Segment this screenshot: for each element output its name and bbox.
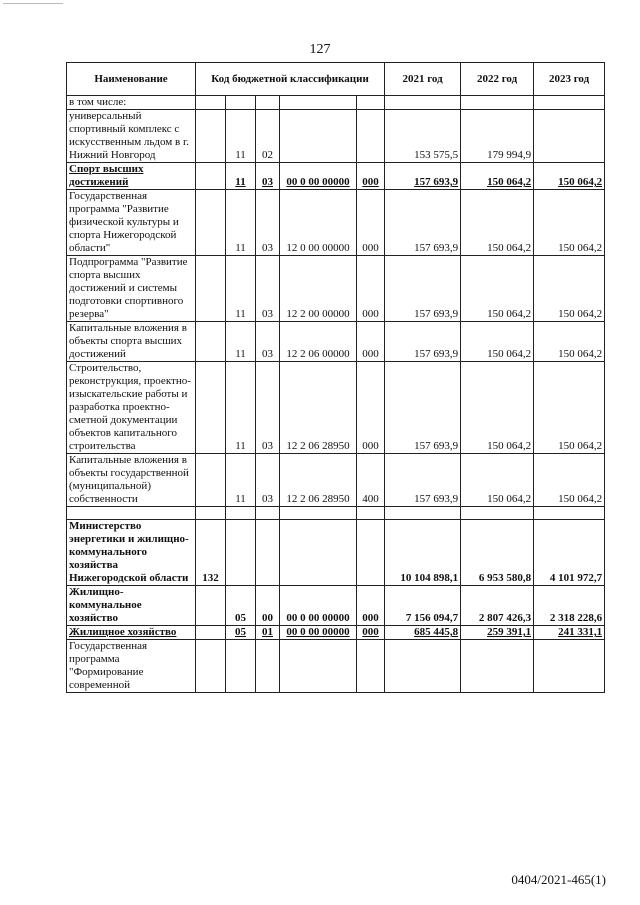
cell-rz bbox=[226, 640, 256, 693]
cell-cs: 00 0 00 00000 bbox=[280, 626, 357, 640]
cell-rz bbox=[226, 507, 256, 520]
cell-cs: 12 2 06 28950 bbox=[280, 454, 357, 507]
cell-vr: 400 bbox=[357, 454, 385, 507]
cell-pr bbox=[256, 507, 280, 520]
cell-y2021: 685 445,8 bbox=[385, 626, 461, 640]
cell-y2022 bbox=[461, 507, 534, 520]
table-row bbox=[67, 362, 605, 454]
cell-vr: 000 bbox=[357, 322, 385, 362]
cell-rz: 11 bbox=[226, 110, 256, 163]
table-header-row bbox=[67, 63, 605, 96]
cell-y2023: 150 064,2 bbox=[534, 362, 605, 454]
cell-vr: 000 bbox=[357, 626, 385, 640]
cell-y2022: 150 064,2 bbox=[461, 362, 534, 454]
cell-gr bbox=[196, 256, 226, 322]
cell-cs: 12 2 06 28950 bbox=[280, 362, 357, 454]
cell-gr: 132 bbox=[196, 520, 226, 586]
table-row bbox=[67, 190, 605, 256]
cell-vr: 000 bbox=[357, 586, 385, 626]
header-2021: 2021 год bbox=[385, 63, 461, 96]
table-row bbox=[67, 163, 605, 190]
cell-pr: 03 bbox=[256, 163, 280, 190]
cell-vr bbox=[357, 640, 385, 693]
cell-vr bbox=[357, 110, 385, 163]
cell-y2022: 6 953 580,8 bbox=[461, 520, 534, 586]
cell-gr bbox=[196, 110, 226, 163]
budget-table bbox=[66, 62, 605, 693]
cell-y2023: 4 101 972,7 bbox=[534, 520, 605, 586]
cell-rz bbox=[226, 96, 256, 110]
cell-pr bbox=[256, 640, 280, 693]
cell-rz: 11 bbox=[226, 163, 256, 190]
cell-y2022: 150 064,2 bbox=[461, 256, 534, 322]
header-2023: 2023 год bbox=[534, 63, 605, 96]
cell-rz: 11 bbox=[226, 190, 256, 256]
header-name: Наименование bbox=[67, 63, 196, 96]
cell-gr bbox=[196, 454, 226, 507]
cell-y2021: 157 693,9 bbox=[385, 256, 461, 322]
cell-y2023: 2 318 228,6 bbox=[534, 586, 605, 626]
cell-vr: 000 bbox=[357, 163, 385, 190]
cell-cs: 00 0 00 00000 bbox=[280, 586, 357, 626]
cell-gr bbox=[196, 96, 226, 110]
cell-y2023: 241 331,1 bbox=[534, 626, 605, 640]
cell-y2022: 179 994,9 bbox=[461, 110, 534, 163]
cell-y2021 bbox=[385, 507, 461, 520]
cell-cs bbox=[280, 110, 357, 163]
table-row bbox=[67, 507, 605, 520]
cell-name: универсальный спортивный комплекс с искусственным льдом в г. Нижний Новгород bbox=[67, 110, 196, 163]
cell-vr: 000 bbox=[357, 190, 385, 256]
cell-rz: 11 bbox=[226, 362, 256, 454]
cell-pr bbox=[256, 520, 280, 586]
cell-cs bbox=[280, 96, 357, 110]
cell-name: Жилищно-коммунальное хозяйство bbox=[67, 586, 196, 626]
document-id: 0404/2021-465(1) bbox=[511, 872, 606, 887]
cell-cs bbox=[280, 520, 357, 586]
cell-y2023 bbox=[534, 96, 605, 110]
cell-y2021 bbox=[385, 96, 461, 110]
cell-name: Капитальные вложения в объекты спорта высших достижений bbox=[67, 322, 196, 362]
cell-pr bbox=[256, 96, 280, 110]
cell-y2022: 150 064,2 bbox=[461, 163, 534, 190]
cell-rz: 05 bbox=[226, 626, 256, 640]
cell-pr: 03 bbox=[256, 362, 280, 454]
table-row bbox=[67, 626, 605, 640]
table-row bbox=[67, 322, 605, 362]
cell-gr bbox=[196, 322, 226, 362]
header-2022: 2022 год bbox=[461, 63, 534, 96]
cell-y2021: 153 575,5 bbox=[385, 110, 461, 163]
cell-y2022 bbox=[461, 96, 534, 110]
cell-pr: 03 bbox=[256, 190, 280, 256]
cell-name: Капитальные вложения в объекты государственной (муниципальной) собственности bbox=[67, 454, 196, 507]
cell-y2021: 157 693,9 bbox=[385, 163, 461, 190]
cell-y2023 bbox=[534, 640, 605, 693]
scan-artifact bbox=[3, 3, 63, 4]
header-code: Код бюджетной классификации bbox=[196, 63, 385, 96]
cell-cs: 12 2 06 00000 bbox=[280, 322, 357, 362]
cell-cs: 12 2 00 00000 bbox=[280, 256, 357, 322]
cell-pr: 02 bbox=[256, 110, 280, 163]
table-row bbox=[67, 96, 605, 110]
cell-vr bbox=[357, 507, 385, 520]
cell-rz: 11 bbox=[226, 454, 256, 507]
cell-vr bbox=[357, 96, 385, 110]
cell-gr bbox=[196, 163, 226, 190]
cell-y2023 bbox=[534, 110, 605, 163]
cell-cs bbox=[280, 640, 357, 693]
table-row bbox=[67, 640, 605, 693]
cell-y2022: 150 064,2 bbox=[461, 322, 534, 362]
cell-y2022: 259 391,1 bbox=[461, 626, 534, 640]
cell-y2021: 157 693,9 bbox=[385, 190, 461, 256]
cell-name: Жилищное хозяйство bbox=[67, 626, 196, 640]
cell-name: Строительство, реконструкция, проектно-изыскательские работы и разработка проектно-сметной документации объектов капитального строительства bbox=[67, 362, 196, 454]
cell-gr bbox=[196, 626, 226, 640]
cell-rz bbox=[226, 520, 256, 586]
cell-y2023: 150 064,2 bbox=[534, 190, 605, 256]
cell-name: Государственная программа "Формирование современной bbox=[67, 640, 196, 693]
cell-y2023: 150 064,2 bbox=[534, 256, 605, 322]
cell-cs bbox=[280, 507, 357, 520]
cell-y2023: 150 064,2 bbox=[534, 322, 605, 362]
table-body bbox=[67, 96, 605, 693]
cell-pr: 00 bbox=[256, 586, 280, 626]
table-row bbox=[67, 454, 605, 507]
cell-y2023: 150 064,2 bbox=[534, 163, 605, 190]
cell-name: Министерство энергетики и жилищно-коммунального хозяйства Нижегородской области bbox=[67, 520, 196, 586]
cell-vr: 000 bbox=[357, 362, 385, 454]
cell-y2021: 157 693,9 bbox=[385, 362, 461, 454]
cell-gr bbox=[196, 640, 226, 693]
table-row bbox=[67, 110, 605, 163]
cell-pr: 03 bbox=[256, 256, 280, 322]
cell-rz: 05 bbox=[226, 586, 256, 626]
cell-y2021: 157 693,9 bbox=[385, 454, 461, 507]
cell-name: Государственная программа "Развитие физической культуры и спорта Нижегородской области" bbox=[67, 190, 196, 256]
cell-y2022 bbox=[461, 640, 534, 693]
cell-y2021: 157 693,9 bbox=[385, 322, 461, 362]
cell-y2021 bbox=[385, 640, 461, 693]
cell-rz: 11 bbox=[226, 256, 256, 322]
cell-y2023 bbox=[534, 507, 605, 520]
cell-cs: 00 0 00 00000 bbox=[280, 163, 357, 190]
cell-y2022: 150 064,2 bbox=[461, 454, 534, 507]
cell-vr: 000 bbox=[357, 256, 385, 322]
cell-rz: 11 bbox=[226, 322, 256, 362]
cell-gr bbox=[196, 190, 226, 256]
cell-gr bbox=[196, 362, 226, 454]
cell-vr bbox=[357, 520, 385, 586]
cell-y2022: 2 807 426,3 bbox=[461, 586, 534, 626]
cell-y2021: 7 156 094,7 bbox=[385, 586, 461, 626]
page-number: 127 bbox=[309, 42, 331, 57]
cell-name bbox=[67, 507, 196, 520]
cell-pr: 03 bbox=[256, 454, 280, 507]
cell-gr bbox=[196, 507, 226, 520]
table-row bbox=[67, 520, 605, 586]
cell-cs: 12 0 00 00000 bbox=[280, 190, 357, 256]
cell-y2023: 150 064,2 bbox=[534, 454, 605, 507]
cell-pr: 01 bbox=[256, 626, 280, 640]
cell-y2022: 150 064,2 bbox=[461, 190, 534, 256]
cell-pr: 03 bbox=[256, 322, 280, 362]
cell-name: в том числе: bbox=[67, 96, 196, 110]
cell-name: Подпрограмма "Развитие спорта высших достижений и системы подготовки спортивного резерва" bbox=[67, 256, 196, 322]
table-row bbox=[67, 586, 605, 626]
cell-gr bbox=[196, 586, 226, 626]
cell-y2021: 10 104 898,1 bbox=[385, 520, 461, 586]
cell-name: Спорт высших достижений bbox=[67, 163, 196, 190]
table-row bbox=[67, 256, 605, 322]
